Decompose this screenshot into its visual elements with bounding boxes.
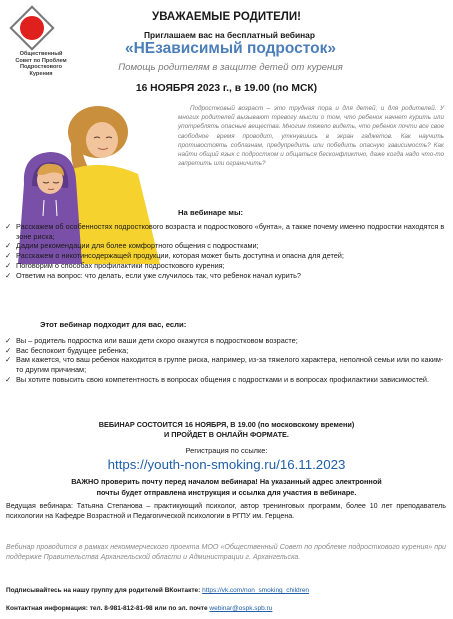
webinar-subtitle: Помощь родителям в защите детей от курения <box>118 62 343 73</box>
contact-line <box>6 605 272 612</box>
checkmark-icon: ✓ <box>5 260 12 270</box>
list-item-text: Расскажем о никотинсодержащей продукции, которая может быть доступна и опасна для детей; <box>16 251 344 261</box>
webinar-date: 16 НОЯБРЯ 2023 г., в 19.00 (по МСК) <box>135 83 318 94</box>
list-item-text: Ответим на вопрос: что делать, если уже случилось так, что ребенок начал курить? <box>16 270 301 280</box>
contact-label: Контактная информация: тел. 8-981-812-81-98 или по эл. почте <box>6 605 208 612</box>
org-name-line: Общественный <box>19 51 63 57</box>
list-item-text: Вам кажется, что ваш ребенок находится в группе риска, например, из-за тяжелого характера, неполной семьи или по каким-то другим причинам; <box>16 355 444 375</box>
host-info: Ведущая вебинара: Татьяна Степанова – практикующий психолог, автор тренинговых программ, более 10 лет преподаватель психологии на Кафедре Возрастной и Педагогической психологии в РГПУ им. Герцена. <box>6 502 446 520</box>
list-item <box>4 336 446 346</box>
list-item-text: Вас беспокоит будущее ребенка; <box>16 345 129 355</box>
vk-group-link[interactable]: https://vk.com/non_smoking_children <box>202 587 310 594</box>
intro-paragraph: Подростковый возраст – это трудная пора и для детей, и для родителей. У многих родителей вызывают тревогу мысли о том, что ребенок начнет курить или употреблять опасные вещества. Многим тяжело видеть, что ребенок почти все свое свободное время проводит, уткнувшись в экран гаджетов. Как научить противостоять соблазнам, предупредить или победить опасную зависимость? Как найти общий язык с подростком и общаться бесконфликтно, даже когда надо что-то запретить или ограничить? <box>178 105 444 168</box>
greeting-heading: УВАЖАЕМЫЕ РОДИТЕЛИ! <box>152 11 301 23</box>
webinar-title: «НЕзависимый подросток» <box>124 40 337 57</box>
list-item <box>4 355 446 374</box>
webinar-topics-list <box>4 222 446 280</box>
checkmark-icon: ✓ <box>5 251 12 261</box>
subscribe-line <box>6 587 309 594</box>
webinar-section-heading: На вебинаре мы: <box>178 208 244 217</box>
list-item-text: Расскажем об особенностях подросткового возраста и подросткового «бунта», а также почему именно подростки находятся в зоне риска; <box>16 222 445 241</box>
audience-section-heading: Этот вебинар подходит для вас, если: <box>40 320 187 329</box>
list-item <box>4 271 446 281</box>
event-info-line1: ВЕБИНАР СОСТОИТСЯ 16 НОЯБРЯ, В 19.00 (по московскому времени) <box>98 420 355 429</box>
audience-list <box>4 336 446 385</box>
checkmark-icon: ✓ <box>5 241 12 251</box>
checkmark-icon: ✓ <box>5 374 12 384</box>
list-item <box>4 251 446 261</box>
contact-email-link[interactable]: webinar@ospk.spb.ru <box>209 605 273 612</box>
checkmark-icon: ✓ <box>5 336 12 345</box>
list-item-text: Вы – родитель подростка или ваши дети скоро окажутся в подростковом возрасте; <box>16 336 298 345</box>
invite-line: Приглашаем вас на бесплатный вебинар <box>144 30 315 40</box>
list-item <box>4 222 446 241</box>
checkmark-icon: ✓ <box>5 270 12 280</box>
registration-link[interactable]: https://youth-non-smoking.ru/16.11.2023 <box>107 457 346 472</box>
registration-label: Регистрация по ссылке: <box>185 446 268 455</box>
checkmark-icon: ✓ <box>5 355 12 365</box>
list-item-text: Дадим рекомендации для более комфортного общения с подростками; <box>16 241 259 251</box>
org-name-line: Курения <box>29 70 53 77</box>
list-item <box>4 261 446 271</box>
important-note-line2: почты будет отправлена инструкция и ссылка для участия в вебинаре. <box>96 488 357 497</box>
list-item-text: Поговорим о способах профилактики подросткового курения; <box>16 260 225 270</box>
org-name-line: Подросткового <box>19 64 63 71</box>
list-item <box>4 375 446 385</box>
event-info-line2: И ПРОЙДЕТ В ОНЛАЙН ФОРМАТЕ. <box>164 430 289 439</box>
important-note-line1: ВАЖНО проверить почту перед началом вебинара! На указанный адрес электронной <box>71 477 382 486</box>
list-item-text: Вы хотите повысить свою компетентность в вопросах общения с подростками и в вопросах профилактики зависимостей. <box>16 374 430 384</box>
checkmark-icon: ✓ <box>5 222 12 231</box>
list-item <box>4 241 446 251</box>
project-note: Вебинар проводится в рамках некоммерческого проекта МОО «Общественный Совет по проблеме подросткового курения» при поддержке Правительства Архангельской области и Администрации г. Архангельска. <box>6 543 446 561</box>
subscribe-label: Подписывайтесь на нашу группу для родителей ВКонтакте: <box>6 587 201 594</box>
list-item <box>4 346 446 356</box>
org-name-line: Совет по Проблем <box>15 57 67 64</box>
checkmark-icon: ✓ <box>5 345 12 355</box>
